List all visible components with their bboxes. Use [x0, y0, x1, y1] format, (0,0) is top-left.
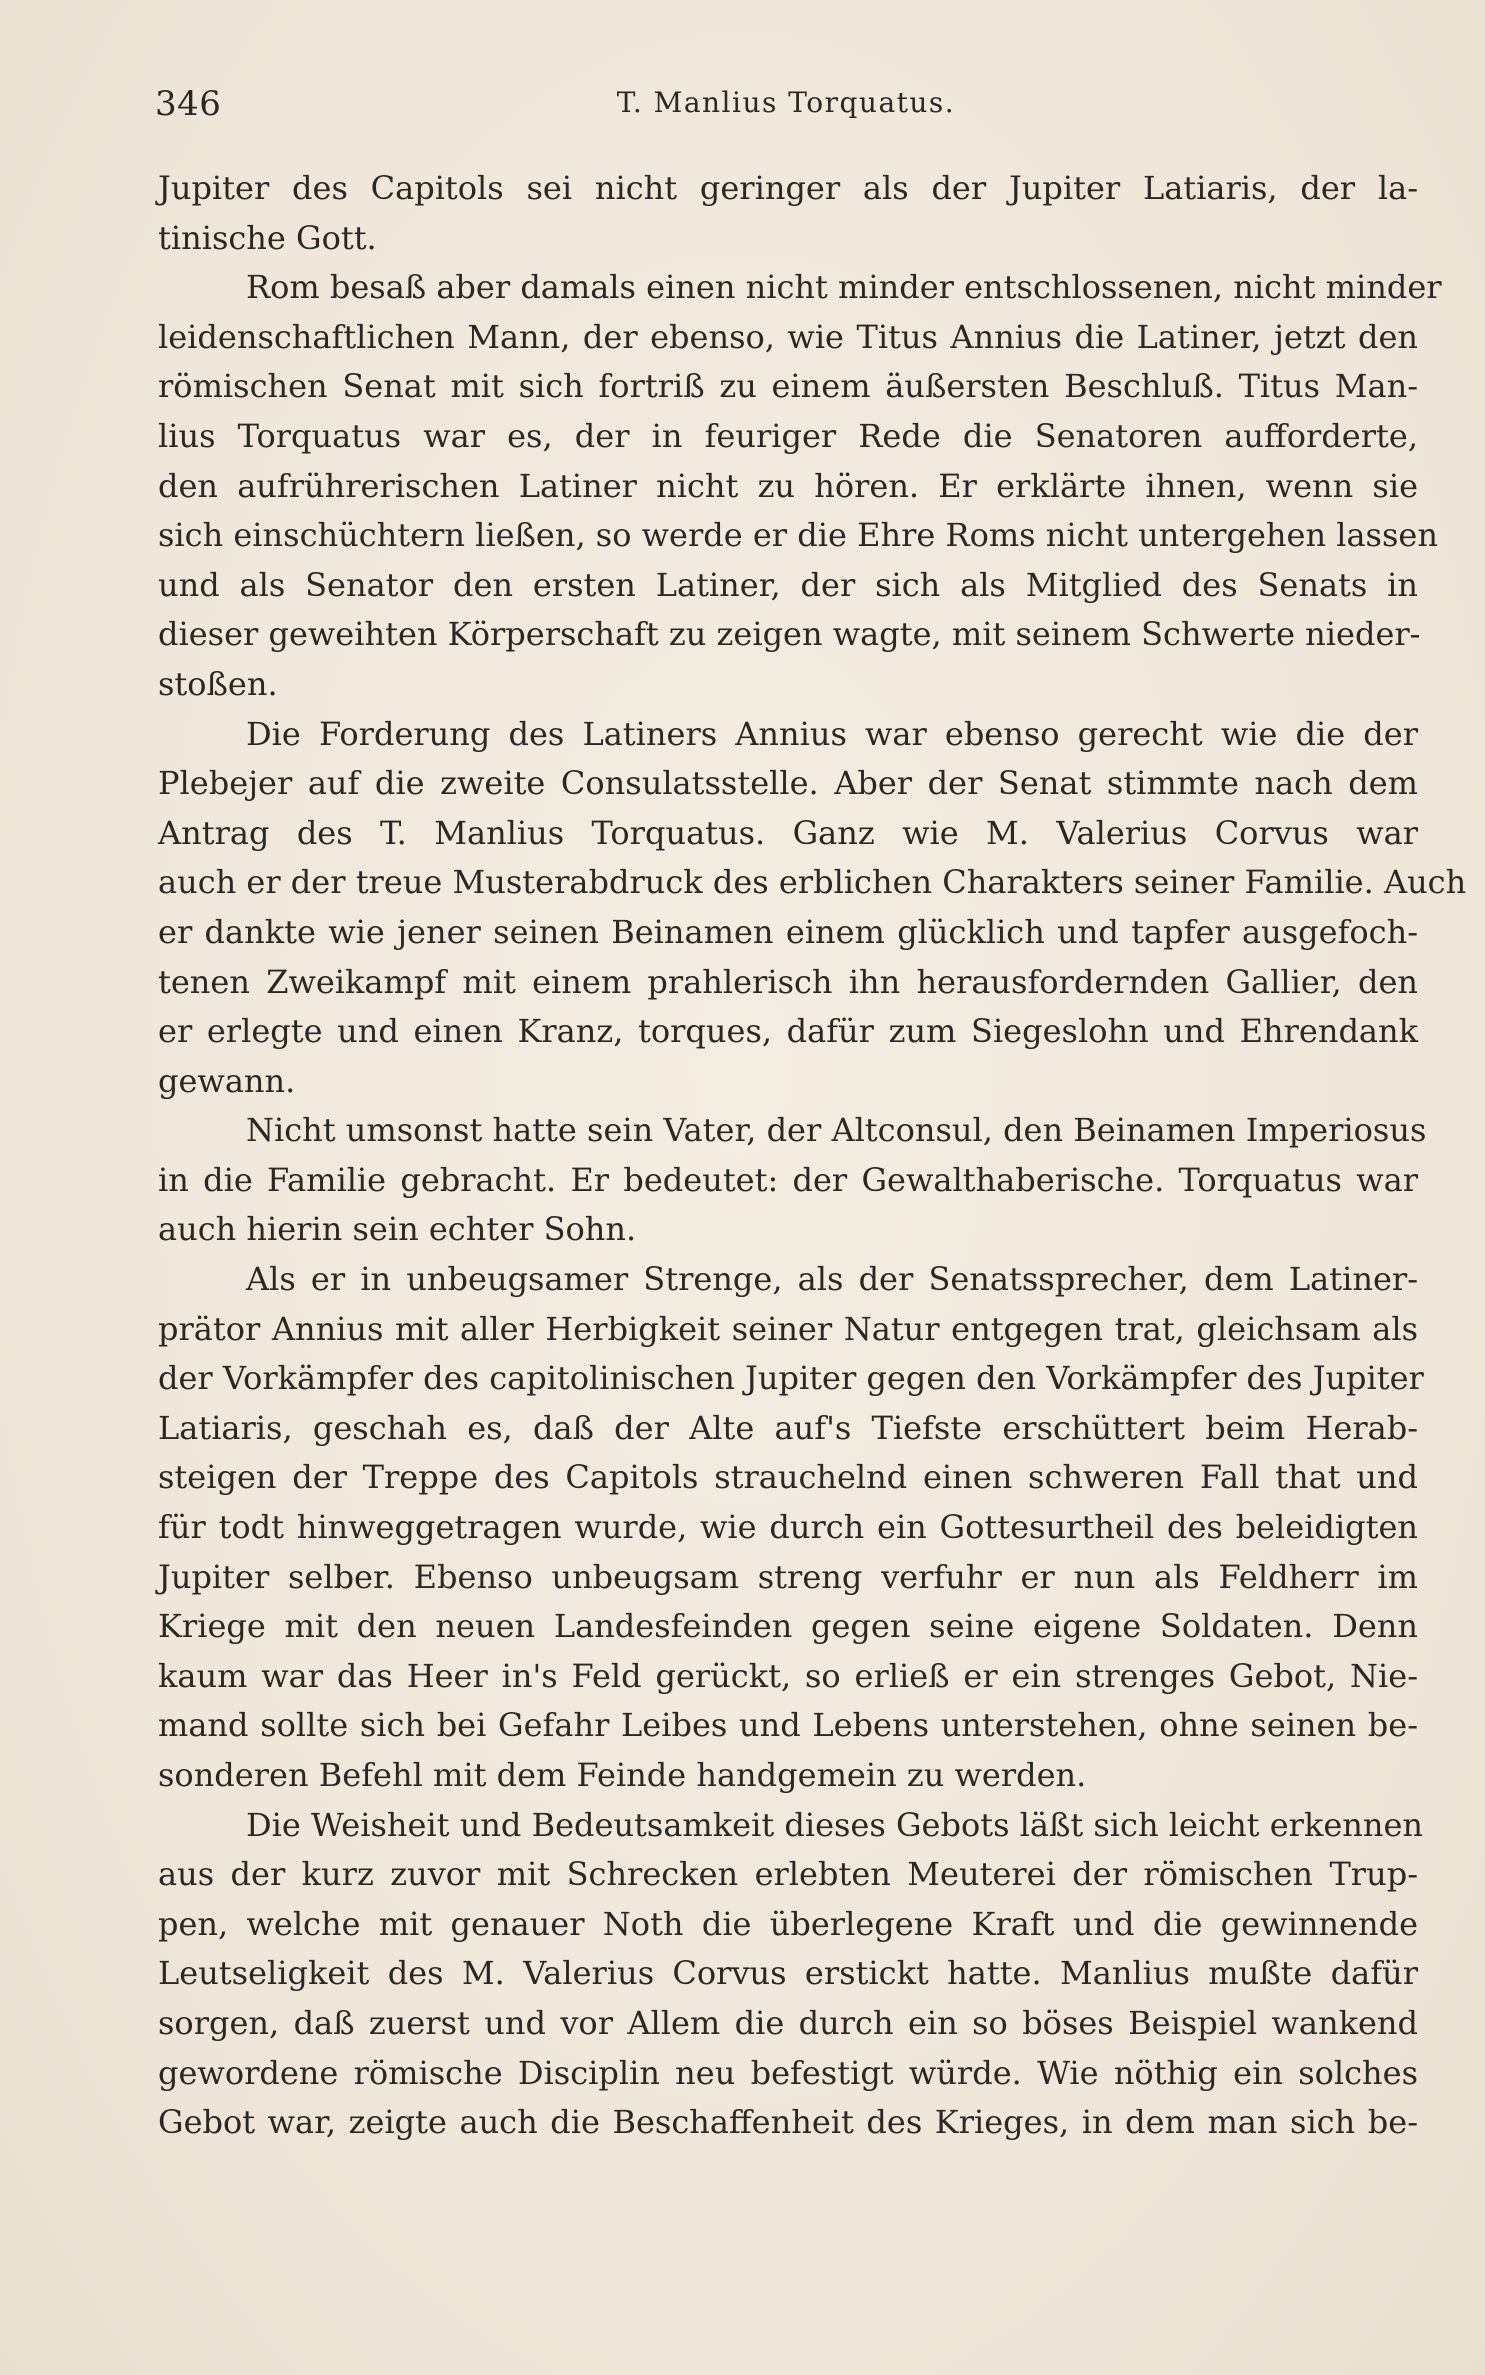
- paragraph-first-line: Die Forderung des Latiners Annius war ebenso gerecht wie die der: [246, 714, 1418, 753]
- text-line: tenen Zweikampf mit einem prahlerisch ihn herausfordernden Gallier, den: [158, 962, 1418, 1001]
- text-line: auch hierin sein echter Sohn.: [158, 1210, 637, 1249]
- text-line: er erlegte und einen Kranz, torques, dafür zum Siegeslohn und Ehrendank: [158, 1012, 1418, 1051]
- text-line: sorgen, daß zuerst und vor Allem die durch ein so böses Beispiel wankend: [158, 2003, 1418, 2042]
- paragraph-first-line: Die Weisheit und Bedeutsamkeit dieses Gebots läßt sich leicht erkennen: [246, 1805, 1424, 1844]
- text-line: leidenschaftlichen Mann, der ebenso, wie Titus Annius die Latiner, jetzt den: [158, 317, 1418, 356]
- text-line: er dankte wie jener seinen Beinamen einem glücklich und tapfer ausgefoch-: [158, 912, 1418, 951]
- text-line: tinische Gott.: [158, 218, 377, 257]
- text-line: dieser geweihten Körperschaft zu zeigen wagte, mit seinem Schwerte nieder-: [158, 615, 1421, 654]
- text-line: auch er der treue Musterabdruck des erblichen Charakters seiner Familie. Auch: [158, 863, 1467, 902]
- text-line: aus der kurz zuvor mit Schrecken erlebten Meuterei der römischen Trup-: [158, 1855, 1418, 1894]
- text-line: gewann.: [158, 1061, 296, 1100]
- text-line: römischen Senat mit sich fortriß zu einem äußersten Beschluß. Titus Man-: [158, 367, 1418, 406]
- page-number: 346: [155, 84, 222, 124]
- page-header: [155, 84, 1417, 128]
- text-line: Latiaris, geschah es, daß der Alte auf's Tiefste erschüttert beim Herab-: [158, 1408, 1418, 1447]
- text-line: sonderen Befehl mit dem Feinde handgemein zu werden.: [158, 1756, 1087, 1794]
- text-line: Kriege mit den neuen Landesfeinden gegen seine eigene Soldaten. Denn: [158, 1607, 1418, 1646]
- text-line: prätor Annius mit aller Herbigkeit seiner Natur entgegen trat, gleichsam als: [158, 1309, 1418, 1348]
- text-line: Antrag des T. Manlius Torquatus. Ganz wie M. Valerius Corvus war: [158, 813, 1418, 852]
- text-line: und als Senator den ersten Latiner, der sich als Mitglied des Senats in: [158, 565, 1418, 604]
- text-line: kaum war das Heer in's Feld gerückt, so erließ er ein strenges Gebot, Nie-: [158, 1656, 1418, 1695]
- text-line: gewordene römische Disciplin neu befestigt würde. Wie nöthig ein solches: [158, 2053, 1418, 2092]
- text-line: Jupiter selber. Ebenso unbeugsam streng verfuhr er nun als Feldherr im: [158, 1557, 1418, 1596]
- text-line: stoßen.: [158, 664, 278, 703]
- text-line: lius Torquatus war es, der in feuriger Rede die Senatoren aufforderte,: [158, 416, 1418, 455]
- text-line: sich einschüchtern ließen, so werde er die Ehre Roms nicht untergehen lassen: [158, 516, 1438, 555]
- text-line: Plebejer auf die zweite Consulatsstelle. Aber der Senat stimmte nach dem: [158, 764, 1418, 803]
- text-line: in die Familie gebracht. Er bedeutet: der Gewalthaberische. Torquatus war: [158, 1160, 1418, 1199]
- paragraph-first-line: Nicht umsonst hatte sein Vater, der Altconsul, den Beinamen Imperiosus: [246, 1111, 1427, 1150]
- text-line: Leutseligkeit des M. Valerius Corvus erstickt hatte. Manlius mußte dafür: [158, 1954, 1418, 1993]
- text-line: Gebot war, zeigte auch die Beschaffenheit des Krieges, in dem man sich be-: [158, 2103, 1418, 2142]
- text-line: den aufrührerischen Latiner nicht zu hören. Er erklärte ihnen, wenn sie: [158, 466, 1418, 505]
- text-line: mand sollte sich bei Gefahr Leibes und Lebens unterstehen, ohne seinen be-: [158, 1706, 1418, 1745]
- body-text: [158, 164, 1467, 2148]
- text-line: pen, welche mit genauer Noth die überlegene Kraft und die gewinnende: [158, 1904, 1418, 1943]
- text-line: steigen der Treppe des Capitols strauchelnd einen schweren Fall that und: [158, 1458, 1418, 1497]
- text-line: Jupiter des Capitols sei nicht geringer als der Jupiter Latiaris, der la-: [158, 169, 1418, 207]
- text-line: für todt hinweggetragen wurde, wie durch ein Gottesurtheil des beleidigten: [158, 1508, 1418, 1547]
- running-title: T. Manlius Torquatus.: [616, 86, 956, 119]
- text-line: der Vorkämpfer des capitolinischen Jupiter gegen den Vorkämpfer des Jupiter: [158, 1359, 1424, 1398]
- paragraph-first-line: Rom besaß aber damals einen nicht minder entschlossenen, nicht minder: [246, 268, 1442, 307]
- paragraph-first-line: Als er in unbeugsamer Strenge, als der Senatssprecher, dem Latiner-: [246, 1260, 1418, 1299]
